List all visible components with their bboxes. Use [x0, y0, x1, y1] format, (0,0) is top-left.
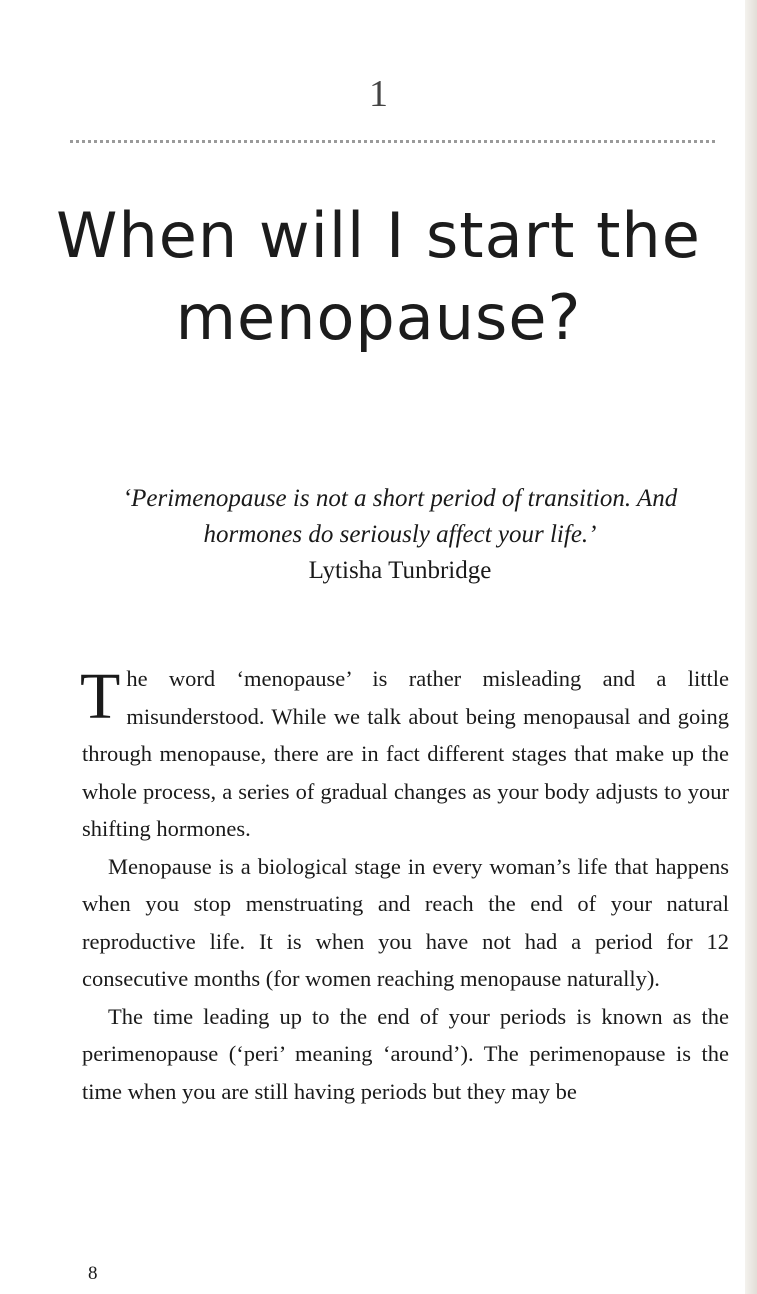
chapter-title-line-1: When will I start the — [56, 199, 701, 272]
page-number: 8 — [88, 1263, 98, 1284]
dotted-divider — [70, 140, 715, 143]
paragraph-2: Menopause is a biological stage in every woman’s life that happens when you stop menstruating and reach the end of your natural reproductive life. It is when you have not had a period for 12 consecutive months (for women reaching menopause naturally). — [82, 853, 729, 991]
epigraph-author: Lytisha Tunbridge — [308, 557, 492, 584]
epigraph-quote: ‘Perimenopause is not a short period of transition. And hormones do seriously affect your life.’ — [122, 485, 678, 548]
paragraph-3: The time leading up to the end of your periods is known as the perimenopause (‘peri’ meaning ‘around’). The perimenopause is the time when you are still having periods but they may be — [82, 1003, 729, 1104]
body-text — [82, 660, 729, 1110]
chapter-number: 1 — [369, 73, 388, 115]
drop-cap: T — [80, 660, 121, 733]
chapter-title — [0, 195, 757, 359]
epigraph — [80, 481, 720, 589]
paragraph-1-text: he word ‘menopause’ is rather misleading and a little misunderstood. While we talk about being menopausal and going through menopause, there are in fact different stages that make up the whole process, a series of gradual changes as your body adjusts to your shifting hormones. — [82, 666, 729, 841]
chapter-title-line-2: menopause? — [175, 281, 582, 354]
paragraph-1 — [82, 660, 729, 848]
